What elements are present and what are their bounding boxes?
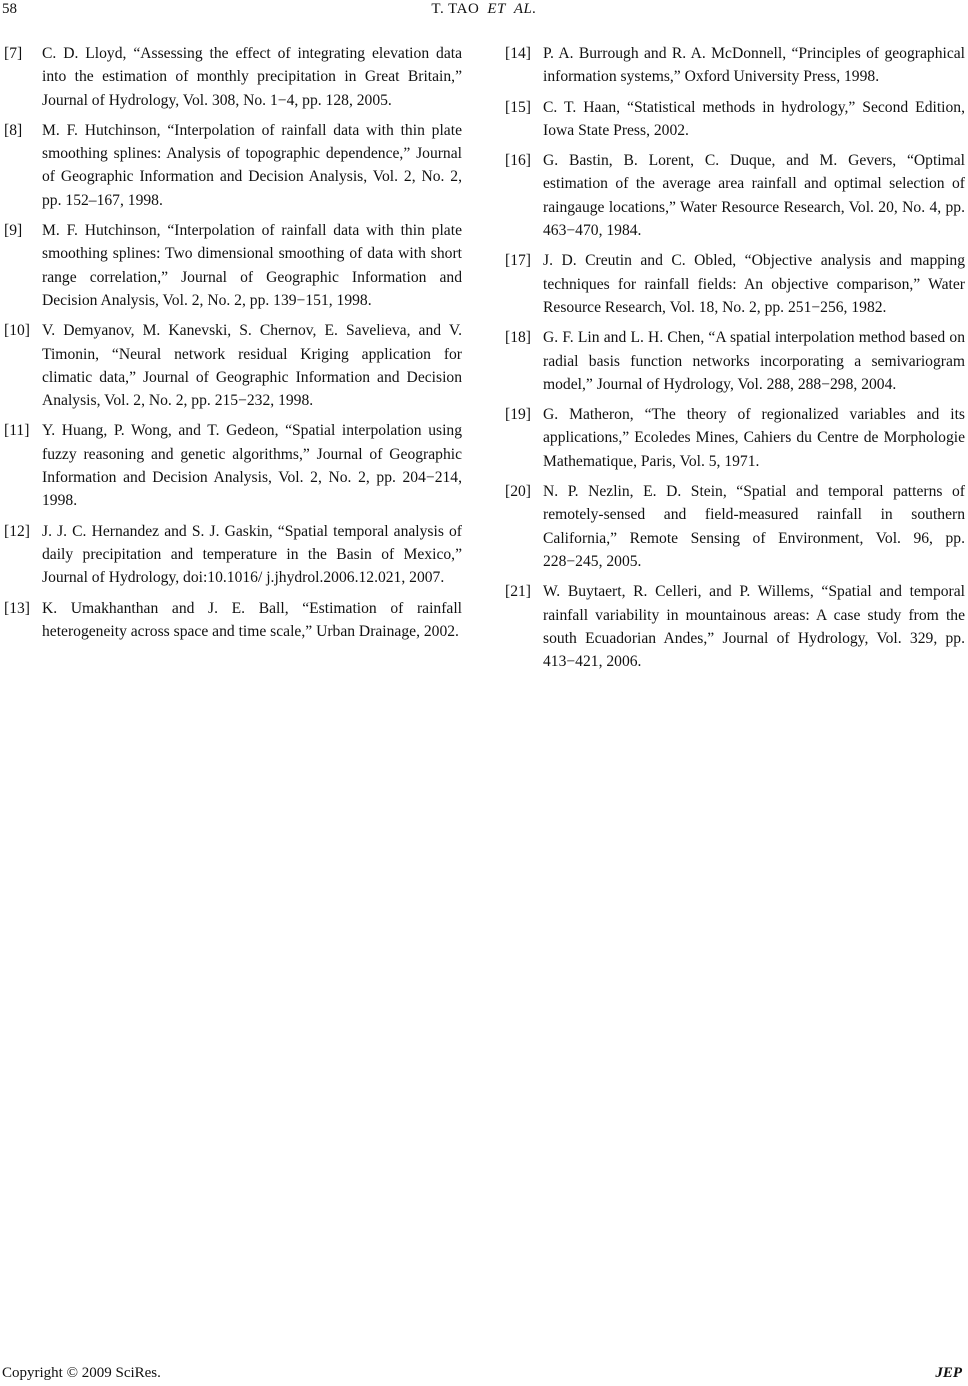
reference-entry: [4, 319, 462, 412]
page-footer: [0, 1363, 968, 1385]
reference-text: M. F. Hutchinson, “Interpolation of rainfall data with thin plate smoothing splines: Analysis of topographic dependence,” Journal of Geographic Information and Decision Analysis, Vol. 2, No. 2, pp. 152–167, 1998.: [42, 121, 462, 209]
reference-entry: [505, 42, 965, 89]
reference-number: [20]: [505, 483, 531, 501]
reference-number: [9]: [4, 222, 23, 240]
reference-number: [13]: [4, 599, 30, 617]
reference-text: C. T. Haan, “Statistical methods in hydrology,” Second Edition, Iowa State Press, 2002.: [543, 98, 965, 139]
reference-text: Y. Huang, P. Wong, and T. Gedeon, “Spatial interpolation using fuzzy reasoning and genetic algorithms,” Journal of Geographic Information and Decision Analysis, Vol. 2, No. 2, pp. 204−214, 1998.: [42, 422, 462, 510]
running-title-et: ET: [487, 1, 506, 17]
page-number: 58: [2, 1, 17, 17]
reference-entry: [4, 119, 462, 212]
reference-entry: [505, 403, 965, 473]
reference-number: [16]: [505, 152, 531, 170]
running-title-al: AL.: [513, 1, 537, 17]
reference-text: G. F. Lin and L. H. Chen, “A spatial interpolation method based on radial basis function networks incorporating a semivariogram model,” Journal of Hydrology, Vol. 288, 288−298, 2004.: [543, 329, 965, 393]
reference-entry: [505, 96, 965, 143]
reference-text: V. Demyanov, M. Kanevski, S. Chernov, E. Savelieva, and V. Timonin, “Neural network residual Kriging application for climatic data,” Journal of Geographic Information and Decision Analysis, Vol. 2, No. 2, pp. 215−232, 1998.: [42, 322, 462, 410]
reference-text: P. A. Burrough and R. A. McDonnell, “Principles of geographical information systems,” Oxford University Press, 1998.: [543, 45, 965, 86]
reference-text: G. Bastin, B. Lorent, C. Duque, and M. Gevers, “Optimal estimation of the average area rainfall and optimal selection of raingauge locations,” Water Resource Research, Vol. 20, No. 4, pp. 463−470, 1984.: [543, 152, 965, 240]
reference-text: W. Buytaert, R. Celleri, and P. Willems, “Spatial and temporal rainfall variability in mountainous areas: A case study from the south Ecuadorian Andes,” Journal of Hydrology, Vol. 329, pp. 413−421, 2006.: [543, 583, 965, 671]
reference-entry: [505, 580, 965, 673]
reference-number: [8]: [4, 121, 23, 139]
running-title-author: T. TAO: [431, 1, 480, 17]
reference-text: J. D. Creutin and C. Obled, “Objective analysis and mapping techniques for rainfall fields: An objective comparison,” Water Resource Research, Vol. 18, No. 2, pp. 251−256, 1982.: [543, 252, 965, 316]
reference-number: [11]: [4, 422, 30, 440]
references-left-column: [4, 42, 462, 650]
reference-number: [21]: [505, 583, 531, 601]
reference-entry: [505, 249, 965, 319]
page-header: [0, 0, 968, 22]
reference-number: [12]: [4, 522, 30, 540]
reference-entry: [4, 219, 462, 312]
reference-number: [10]: [4, 322, 30, 340]
reference-text: N. P. Nezlin, E. D. Stein, “Spatial and temporal patterns of remotely-sensed and field-measured rainfall in southern California,” Remote Sensing of Environment, Vol. 96, pp. 228−245, 2005.: [543, 483, 965, 570]
running-title: [0, 1, 968, 18]
reference-number: [14]: [505, 45, 531, 62]
reference-text: K. Umakhanthan and J. E. Ball, “Estimation of rainfall heterogeneity across space and time scale,” Urban Drainage, 2002.: [42, 599, 462, 640]
reference-number: [18]: [505, 329, 531, 347]
reference-entry: [505, 149, 965, 242]
reference-text: G. Matheron, “The theory of regionalized variables and its applications,” Ecoledes Mines, Cahiers du Centre de Morphologie Mathematique, Paris, Vol. 5, 1971.: [543, 406, 965, 470]
reference-text: C. D. Lloyd, “Assessing the effect of integrating elevation data into the estimation of monthly precipitation in Great Britain,” Journal of Hydrology, Vol. 308, No. 1−4, pp. 128, 2005.: [42, 45, 462, 109]
reference-number: [17]: [505, 252, 531, 270]
journal-abbreviation: JEP: [935, 1365, 962, 1381]
reference-entry: [4, 42, 462, 112]
reference-text: M. F. Hutchinson, “Interpolation of rainfall data with thin plate smoothing splines: Two dimensional smoothing of data with short range correlation,” Journal of Geographic Information and Decision Analysis, Vol. 2, No. 2, pp. 139−151, 1998.: [42, 222, 462, 309]
reference-entry: [505, 326, 965, 396]
reference-entry: [505, 480, 965, 573]
reference-text: J. J. C. Hernandez and S. J. Gaskin, “Spatial temporal analysis of daily precipitation and temperature in the Basin of Mexico,” Journal of Hydrology, doi:10.1016/ j.jhydrol.2006.12.021, 2007.: [42, 522, 462, 587]
reference-entry: [4, 419, 462, 512]
reference-number: [19]: [505, 406, 531, 424]
reference-number: [7]: [4, 45, 23, 62]
reference-entry: [4, 520, 462, 590]
copyright-notice: Copyright © 2009 SciRes.: [2, 1365, 161, 1381]
reference-number: [15]: [505, 98, 531, 116]
references-right-column: [505, 42, 965, 680]
reference-entry: [4, 597, 462, 644]
